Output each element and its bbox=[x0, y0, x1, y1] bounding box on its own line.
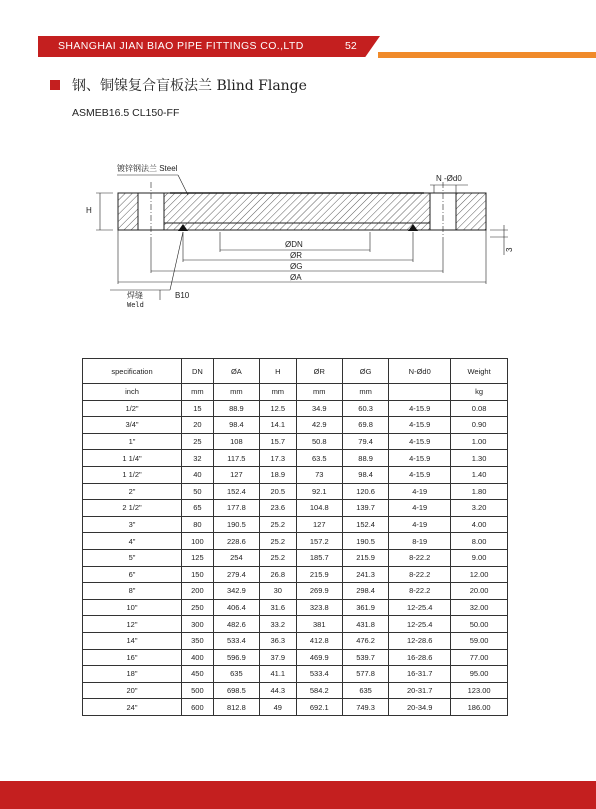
table-cell: 635 bbox=[213, 666, 259, 683]
table-cell: 185.7 bbox=[296, 549, 342, 566]
table-cell: 431.8 bbox=[342, 616, 388, 633]
column-header: DN bbox=[182, 359, 214, 384]
table-cell: 104.8 bbox=[296, 500, 342, 517]
table-cell: 4-15.9 bbox=[389, 450, 451, 467]
table-cell: 692.1 bbox=[296, 699, 342, 716]
table-row bbox=[83, 566, 508, 583]
table-cell: 381 bbox=[296, 616, 342, 633]
table-cell: 450 bbox=[182, 666, 214, 683]
table-cell: 177.8 bbox=[213, 500, 259, 517]
table-row bbox=[83, 533, 508, 550]
table-cell: 63.5 bbox=[296, 450, 342, 467]
table-cell: 32 bbox=[182, 450, 214, 467]
table-cell: 215.9 bbox=[296, 566, 342, 583]
table-row bbox=[83, 516, 508, 533]
table-row bbox=[83, 599, 508, 616]
flange-body bbox=[118, 193, 486, 230]
table-cell: 1 1/2" bbox=[83, 466, 182, 483]
table-cell: 698.5 bbox=[213, 682, 259, 699]
unit-cell: kg bbox=[451, 384, 508, 401]
table-cell: 139.7 bbox=[342, 500, 388, 517]
table-cell: 41.1 bbox=[260, 666, 297, 683]
table-cell: 533.4 bbox=[213, 632, 259, 649]
table-cell: 215.9 bbox=[342, 549, 388, 566]
table-cell: 10" bbox=[83, 599, 182, 616]
table-cell: 342.9 bbox=[213, 583, 259, 600]
table-cell: 0.90 bbox=[451, 417, 508, 434]
table-header-row bbox=[83, 359, 508, 384]
table-row bbox=[83, 699, 508, 716]
table-row bbox=[83, 433, 508, 450]
unit-cell: mm bbox=[260, 384, 297, 401]
table-cell: 20.5 bbox=[260, 483, 297, 500]
table-cell: 190.5 bbox=[342, 533, 388, 550]
table-cell: 482.6 bbox=[213, 616, 259, 633]
column-header: Weight bbox=[451, 359, 508, 384]
table-cell: 500 bbox=[182, 682, 214, 699]
table-cell: 20.00 bbox=[451, 583, 508, 600]
table-cell: 228.6 bbox=[213, 533, 259, 550]
table-cell: 584.2 bbox=[296, 682, 342, 699]
table-cell: 4-19 bbox=[389, 500, 451, 517]
table-cell: 65 bbox=[182, 500, 214, 517]
table-cell: 200 bbox=[182, 583, 214, 600]
table-row bbox=[83, 500, 508, 517]
table-cell: 241.3 bbox=[342, 566, 388, 583]
table-cell: 469.9 bbox=[296, 649, 342, 666]
table-cell: 37.9 bbox=[260, 649, 297, 666]
steel-label: 镀锌钢法兰 Steel bbox=[117, 164, 178, 173]
table-cell: 16-31.7 bbox=[389, 666, 451, 683]
table-cell: 8-19 bbox=[389, 533, 451, 550]
table-cell: 533.4 bbox=[296, 666, 342, 683]
table-cell: 117.5 bbox=[213, 450, 259, 467]
table-cell: 323.8 bbox=[296, 599, 342, 616]
table-cell: 69.8 bbox=[342, 417, 388, 434]
table-cell: 31.6 bbox=[260, 599, 297, 616]
table-cell: 33.2 bbox=[260, 616, 297, 633]
table-cell: 18" bbox=[83, 666, 182, 683]
table-cell: 16-28.6 bbox=[389, 649, 451, 666]
table-cell: 157.2 bbox=[296, 533, 342, 550]
unit-cell: mm bbox=[296, 384, 342, 401]
table-cell: 190.5 bbox=[213, 516, 259, 533]
table-cell: 3" bbox=[83, 516, 182, 533]
dim-3-label: 3 bbox=[505, 247, 514, 252]
table-cell: 9.00 bbox=[451, 549, 508, 566]
table-cell: 125 bbox=[182, 549, 214, 566]
table-cell: 2 1/2" bbox=[83, 500, 182, 517]
table-cell: 1 1/4" bbox=[83, 450, 182, 467]
dim-a-label: ØA bbox=[290, 273, 302, 282]
dim-dn-label: ØDN bbox=[285, 240, 303, 249]
table-cell: 100 bbox=[182, 533, 214, 550]
page-number: 52 bbox=[345, 40, 357, 52]
table-cell: 25 bbox=[182, 433, 214, 450]
table-row bbox=[83, 666, 508, 683]
table-cell: 23.6 bbox=[260, 500, 297, 517]
table-cell: 44.3 bbox=[260, 682, 297, 699]
table-cell: 18.9 bbox=[260, 466, 297, 483]
table-cell: 1.80 bbox=[451, 483, 508, 500]
b10-label: B10 bbox=[175, 291, 190, 300]
table-cell: 300 bbox=[182, 616, 214, 633]
dim-g-label: ØG bbox=[290, 262, 303, 271]
dim-r-label: ØR bbox=[290, 251, 302, 260]
table-cell: 350 bbox=[182, 632, 214, 649]
column-header: N-Ød0 bbox=[389, 359, 451, 384]
table-row bbox=[83, 649, 508, 666]
table-cell: 12-25.4 bbox=[389, 599, 451, 616]
table-cell: 12.5 bbox=[260, 400, 297, 417]
table-row bbox=[83, 417, 508, 434]
table-cell: 20" bbox=[83, 682, 182, 699]
table-cell: 49 bbox=[260, 699, 297, 716]
table-cell: 108 bbox=[213, 433, 259, 450]
table-cell: 60.3 bbox=[342, 400, 388, 417]
table-cell: 1/2" bbox=[83, 400, 182, 417]
table-cell: 152.4 bbox=[342, 516, 388, 533]
table-cell: 186.00 bbox=[451, 699, 508, 716]
table-cell: 4-15.9 bbox=[389, 466, 451, 483]
table-cell: 476.2 bbox=[342, 632, 388, 649]
table-cell: 577.8 bbox=[342, 666, 388, 683]
table-cell: 24" bbox=[83, 699, 182, 716]
table-cell: 123.00 bbox=[451, 682, 508, 699]
table-cell: 98.4 bbox=[342, 466, 388, 483]
table-cell: 15.7 bbox=[260, 433, 297, 450]
table-cell: 15 bbox=[182, 400, 214, 417]
table-cell: 4" bbox=[83, 533, 182, 550]
table-cell: 50.00 bbox=[451, 616, 508, 633]
table-cell: 127 bbox=[213, 466, 259, 483]
table-cell: 88.9 bbox=[213, 400, 259, 417]
table-cell: 4-15.9 bbox=[389, 433, 451, 450]
table-cell: 152.4 bbox=[213, 483, 259, 500]
table-row bbox=[83, 632, 508, 649]
table-cell: 30 bbox=[260, 583, 297, 600]
table-units-row bbox=[83, 384, 508, 401]
column-header: ØA bbox=[213, 359, 259, 384]
table-cell: 4-19 bbox=[389, 483, 451, 500]
table-cell: 8.00 bbox=[451, 533, 508, 550]
table-cell: 361.9 bbox=[342, 599, 388, 616]
table-cell: 1" bbox=[83, 433, 182, 450]
spec-table bbox=[82, 358, 508, 716]
flange-drawing bbox=[0, 0, 596, 340]
table-cell: 250 bbox=[182, 599, 214, 616]
table-cell: 88.9 bbox=[342, 450, 388, 467]
column-header: ØG bbox=[342, 359, 388, 384]
table-cell: 150 bbox=[182, 566, 214, 583]
table-cell: 73 bbox=[296, 466, 342, 483]
table-cell: 98.4 bbox=[213, 417, 259, 434]
table-cell: 17.3 bbox=[260, 450, 297, 467]
table-cell: 25.2 bbox=[260, 533, 297, 550]
table-cell: 1.30 bbox=[451, 450, 508, 467]
table-cell: 1.00 bbox=[451, 433, 508, 450]
table-cell: 0.08 bbox=[451, 400, 508, 417]
table-cell: 400 bbox=[182, 649, 214, 666]
unit-cell bbox=[389, 384, 451, 401]
page-title: 钢、铜镍复合盲板法兰 Blind Flange bbox=[72, 78, 307, 94]
table-cell: 26.8 bbox=[260, 566, 297, 583]
column-header: H bbox=[260, 359, 297, 384]
table-cell: 14" bbox=[83, 632, 182, 649]
table-cell: 406.4 bbox=[213, 599, 259, 616]
table-cell: 600 bbox=[182, 699, 214, 716]
table-cell: 539.7 bbox=[342, 649, 388, 666]
table-cell: 50.8 bbox=[296, 433, 342, 450]
unit-cell: mm bbox=[182, 384, 214, 401]
table-row bbox=[83, 583, 508, 600]
table-cell: 20-31.7 bbox=[389, 682, 451, 699]
table-cell: 254 bbox=[213, 549, 259, 566]
table-cell: 12.00 bbox=[451, 566, 508, 583]
table-cell: 3.20 bbox=[451, 500, 508, 517]
table-cell: 635 bbox=[342, 682, 388, 699]
table-cell: 8-22.2 bbox=[389, 566, 451, 583]
table-cell: 269.9 bbox=[296, 583, 342, 600]
table-cell: 20 bbox=[182, 417, 214, 434]
table-cell: 3/4" bbox=[83, 417, 182, 434]
unit-cell: mm bbox=[213, 384, 259, 401]
table-row bbox=[83, 682, 508, 699]
table-cell: 20-34.9 bbox=[389, 699, 451, 716]
table-cell: 40 bbox=[182, 466, 214, 483]
table-cell: 25.2 bbox=[260, 516, 297, 533]
table-cell: 298.4 bbox=[342, 583, 388, 600]
table-cell: 80 bbox=[182, 516, 214, 533]
table-cell: 95.00 bbox=[451, 666, 508, 683]
company-name: SHANGHAI JIAN BIAO PIPE FITTINGS CO.,LTD bbox=[58, 40, 304, 52]
bolt-hole-label: N -Ød0 bbox=[436, 174, 462, 183]
column-header: ØR bbox=[296, 359, 342, 384]
table-cell: 12" bbox=[83, 616, 182, 633]
table-cell: 36.3 bbox=[260, 632, 297, 649]
table-cell: 34.9 bbox=[296, 400, 342, 417]
table-cell: 4.00 bbox=[451, 516, 508, 533]
table-cell: 4-15.9 bbox=[389, 417, 451, 434]
table-cell: 92.1 bbox=[296, 483, 342, 500]
table-row bbox=[83, 616, 508, 633]
table-cell: 8-22.2 bbox=[389, 549, 451, 566]
table-row bbox=[83, 450, 508, 467]
table-row bbox=[83, 549, 508, 566]
table-cell: 79.4 bbox=[342, 433, 388, 450]
unit-cell: inch bbox=[83, 384, 182, 401]
table-cell: 59.00 bbox=[451, 632, 508, 649]
table-cell: 77.00 bbox=[451, 649, 508, 666]
column-header: specification bbox=[83, 359, 182, 384]
table-cell: 279.4 bbox=[213, 566, 259, 583]
table-cell: 42.9 bbox=[296, 417, 342, 434]
table-cell: 1.40 bbox=[451, 466, 508, 483]
standard-subtitle: ASMEB16.5 CL150-FF bbox=[72, 107, 180, 119]
table-cell: 8-22.2 bbox=[389, 583, 451, 600]
unit-cell: mm bbox=[342, 384, 388, 401]
dim-h-label: H bbox=[86, 206, 92, 215]
table-cell: 4-19 bbox=[389, 516, 451, 533]
weld-label-cn: 焊缝 bbox=[127, 291, 143, 300]
table-row bbox=[83, 483, 508, 500]
table-cell: 749.3 bbox=[342, 699, 388, 716]
table-cell: 5" bbox=[83, 549, 182, 566]
table-cell: 12-25.4 bbox=[389, 616, 451, 633]
table-cell: 14.1 bbox=[260, 417, 297, 434]
weld-label-en: Weld bbox=[127, 301, 144, 309]
table-cell: 16" bbox=[83, 649, 182, 666]
table-cell: 2" bbox=[83, 483, 182, 500]
table-cell: 6" bbox=[83, 566, 182, 583]
table-cell: 32.00 bbox=[451, 599, 508, 616]
table-cell: 50 bbox=[182, 483, 214, 500]
table-cell: 8" bbox=[83, 583, 182, 600]
table-body bbox=[83, 384, 508, 716]
table-row bbox=[83, 466, 508, 483]
table-cell: 120.6 bbox=[342, 483, 388, 500]
footer-bar bbox=[0, 781, 596, 809]
table-cell: 25.2 bbox=[260, 549, 297, 566]
table-cell: 596.9 bbox=[213, 649, 259, 666]
table-cell: 412.8 bbox=[296, 632, 342, 649]
table-cell: 812.8 bbox=[213, 699, 259, 716]
table-cell: 12-28.6 bbox=[389, 632, 451, 649]
table-row bbox=[83, 400, 508, 417]
table-cell: 4-15.9 bbox=[389, 400, 451, 417]
table-cell: 127 bbox=[296, 516, 342, 533]
